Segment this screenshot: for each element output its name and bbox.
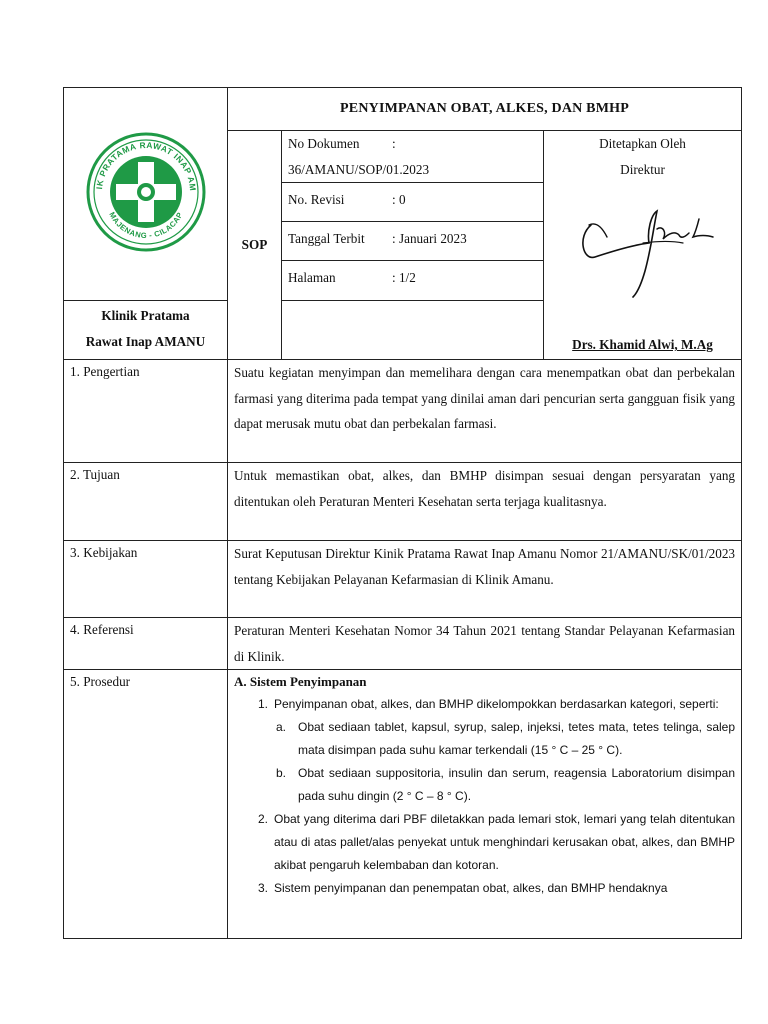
meta-revision [282, 183, 543, 222]
meta-doc-number [282, 131, 543, 183]
prosedur-item-1a-letter: a. [276, 720, 287, 734]
clinic-logo [82, 128, 210, 256]
label-kebijakan: 3. Kebijakan [64, 541, 228, 618]
prosedur-item-3-text: Sistem penyimpanan dan penempatan obat, alkes, dan BMHP hendaknya [274, 881, 668, 895]
approval-line2: Direktur [620, 162, 665, 177]
prosedur-item-1a [234, 716, 735, 762]
label-prosedur: 5. Prosedur [64, 670, 228, 939]
sop-table [63, 87, 742, 939]
meta-doc-value: 36/AMANU/SOP/01.2023 [288, 162, 430, 177]
content-prosedur [228, 670, 742, 939]
logo-top-text: IK PRATAMA RAWAT INAP AM [93, 139, 198, 192]
clinic-name-line1: Klinik Pratama [101, 308, 190, 323]
text-pengertian: Suatu kegiatan menyimpan dan memelihara dengan cara menempatkan obat dan perbekalan farmasi yang diterima pada tempat yang dinilai aman dari pencurian serta gangguan fisik yang dapat merusak mutu obat dan perbekalan farmasi. [234, 365, 736, 431]
prosedur-heading: A. Sistem Penyimpanan [234, 674, 367, 689]
content-kebijakan [228, 541, 742, 618]
director-name: Drs. Khamid Alwi, M.Ag [572, 337, 713, 352]
prosedur-item-1b-text: Obat sediaan suppositoria, insulin dan serum, reagensia Laboratorium disimpan pada suhu dingin (2 ° C – 8 ° C). [298, 766, 736, 803]
label-referensi: 4. Referensi [64, 618, 228, 670]
document-meta [282, 131, 544, 301]
prosedur-item-1b [234, 762, 735, 808]
meta-blank [282, 301, 544, 360]
approval-line1: Ditetapkan Oleh [599, 136, 686, 151]
sop-document [63, 87, 741, 933]
label-tujuan: 2. Tujuan [64, 463, 228, 541]
prosedur-item-1-text: Penyimpanan obat, alkes, dan BMHP dikelompokkan berdasarkan kategori, seperti: [274, 697, 719, 711]
meta-halaman-value: : 1/2 [392, 270, 416, 285]
content-pengertian [228, 360, 742, 463]
sop-label: SOP [228, 131, 282, 360]
prosedur-item-2 [234, 808, 735, 877]
text-kebijakan: Surat Keputusan Direktur Kinik Pratama Rawat Inap Amanu Nomor 21/AMANU/SK/01/2023 tentang Kebijakan Pelayanan Kefarmasian di Klinik Amanu. [234, 546, 736, 587]
text-tujuan: Untuk memastikan obat, alkes, dan BMHP disimpan sesuai dengan persyaratan yang ditentukan oleh Peraturan Menteri Kesehatan serta terjaga kualitasnya. [234, 468, 736, 509]
logo-cell [64, 88, 228, 301]
prosedur-item-3 [234, 877, 735, 900]
document-title: PENYIMPANAN OBAT, ALKES, DAN BMHP [228, 88, 742, 131]
label-pengertian: 1. Pengertian [64, 360, 228, 463]
meta-doc-label: No Dokumen [288, 136, 360, 151]
prosedur-item-2-number: 2. [258, 812, 269, 826]
meta-doc-sep: : [392, 136, 396, 151]
prosedur-item-1-number: 1. [258, 697, 269, 711]
meta-terbit-label: Tanggal Terbit [288, 231, 365, 246]
approval-cell [544, 131, 742, 360]
prosedur-item-1b-letter: b. [276, 766, 287, 780]
content-tujuan [228, 463, 742, 541]
prosedur-item-3-number: 3. [258, 881, 269, 895]
meta-issue-date [282, 222, 543, 261]
meta-terbit-value: : Januari 2023 [392, 231, 467, 246]
clinic-name-line2: Rawat Inap AMANU [85, 334, 206, 349]
content-referensi [228, 618, 742, 670]
prosedur-item-1a-text: Obat sediaan tablet, kapsul, syrup, salep, injeksi, tetes mata, tetes telinga, salep mata disimpan pada suhu kamar terkendali (15 ° C – 25 ° C). [298, 720, 736, 757]
meta-page [282, 261, 543, 300]
prosedur-item-1 [234, 693, 735, 716]
meta-halaman-label: Halaman [288, 270, 336, 285]
meta-revisi-value: : 0 [392, 192, 406, 207]
logo-bottom-text: MAJENANG - CILACAP [106, 210, 185, 241]
signature [563, 185, 723, 305]
text-referensi: Peraturan Menteri Kesehatan Nomor 34 Tahun 2021 tentang Standar Pelayanan Kefarmasian di Klinik. [234, 623, 736, 664]
clinic-name [64, 301, 228, 360]
prosedur-item-2-text: Obat yang diterima dari PBF diletakkan pada lemari stok, lemari yang telah ditentukan atau di atas pallet/alas penyekat untuk menghindari kerusakan obat, alkes, dan BMHP akibat pengaruh kelembaban dan kotoran. [274, 812, 736, 872]
meta-revisi-label: No. Revisi [288, 192, 345, 207]
